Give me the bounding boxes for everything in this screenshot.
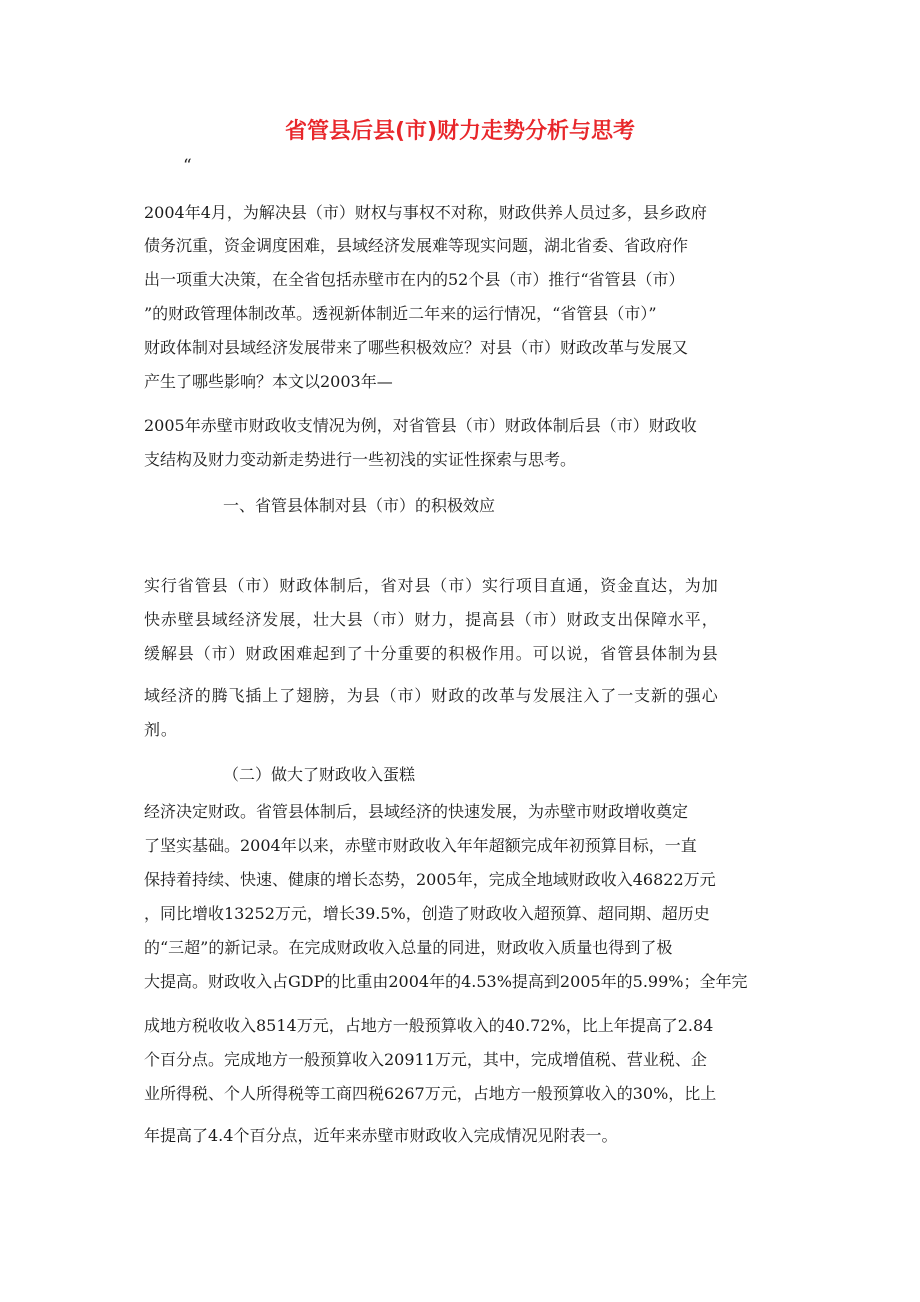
intro-line: ”的财政管理体制改革。透视新体制近二年来的运行情况，“省管县（市）” — [144, 304, 657, 323]
section-heading-1: 一、省管县体制对县（市）的积极效应 — [223, 496, 496, 515]
body-line: 剂。 — [144, 720, 178, 739]
body-line: 成地方税收收入8514万元，占地方一般预算收入的40.72%，比上年提高了2.84 — [144, 1016, 714, 1035]
intro-line: 出一项重大决策，在全省包括赤壁市在内的52个县（市）推行“省管县（市） — [144, 270, 685, 289]
intro-line: 2004年4月，为解决县（市）财权与事权不对称，财政供养人员过多，县乡政府 — [144, 203, 707, 222]
intro-line: 2005年赤壁市财政收支情况为例，对省管县（市）财政体制后县（市）财政收 — [144, 416, 697, 435]
body-line: 保持着持续、快速、健康的增长态势，2005年，完成全地域财政收入46822万元 — [144, 870, 716, 889]
body-line: 个百分点。完成地方一般预算收入20911万元，其中，完成增值税、营业税、企 — [144, 1050, 707, 1069]
body-line: 缓解县（市）财政困难起到了十分重要的积极作用。可以说，省管县体制为县 — [144, 644, 719, 663]
body-line: 年提高了4.4个百分点，近年来赤壁市财政收入完成情况见附表一。 — [144, 1126, 618, 1145]
section-heading-2: （二）做大了财政收入蛋糕 — [223, 765, 416, 784]
intro-line: 债务沉重，资金调度困难，县域经济发展难等现实问题，湖北省委、省政府作 — [144, 236, 689, 255]
body-line: 的“三超”的新记录。在完成财政收入总量的同进，财政收入质量也得到了极 — [144, 938, 673, 957]
body-line: ，同比增收13252万元，增长39.5%，创造了财政收入超预算、超同期、超历史 — [144, 904, 710, 923]
body-line: 快赤壁县域经济发展，壮大县（市）财力，提高县（市）财政支出保障水平， — [144, 610, 719, 629]
body-line: 大提高。财政收入占GDP的比重由2004年的4.53%提高到2005年的5.99%；全年完 — [144, 972, 748, 991]
intro-line: 财政体制对县域经济发展带来了哪些积极效应？对县（市）财政改革与发展又 — [144, 338, 689, 357]
body-line: 业所得税、个人所得税等工商四税6267万元，占地方一般预算收入的30%，比上 — [144, 1084, 717, 1103]
body-line: 域经济的腾飞插上了翅膀，为县（市）财政的改革与发展注入了一支新的强心 — [144, 686, 719, 705]
body-line: 经济决定财政。省管县体制后，县域经济的快速发展，为赤壁市财政增收奠定 — [144, 802, 689, 821]
document-title: 省管县后县(市)财力走势分析与思考 — [284, 119, 636, 144]
body-line: 了坚实基础。2004年以来，赤壁市财政收入年年超额完成年初预算目标，一直 — [144, 836, 697, 855]
intro-line: 支结构及财力变动新走势进行一些初浅的实证性探索与思考。 — [144, 450, 577, 469]
body-line: 实行省管县（市）财政体制后，省对县（市）实行项目直通，资金直达，为加 — [144, 576, 719, 595]
intro-line: 产生了哪些影响？本文以2003年— — [144, 372, 393, 391]
quote-mark: “ — [183, 156, 192, 176]
